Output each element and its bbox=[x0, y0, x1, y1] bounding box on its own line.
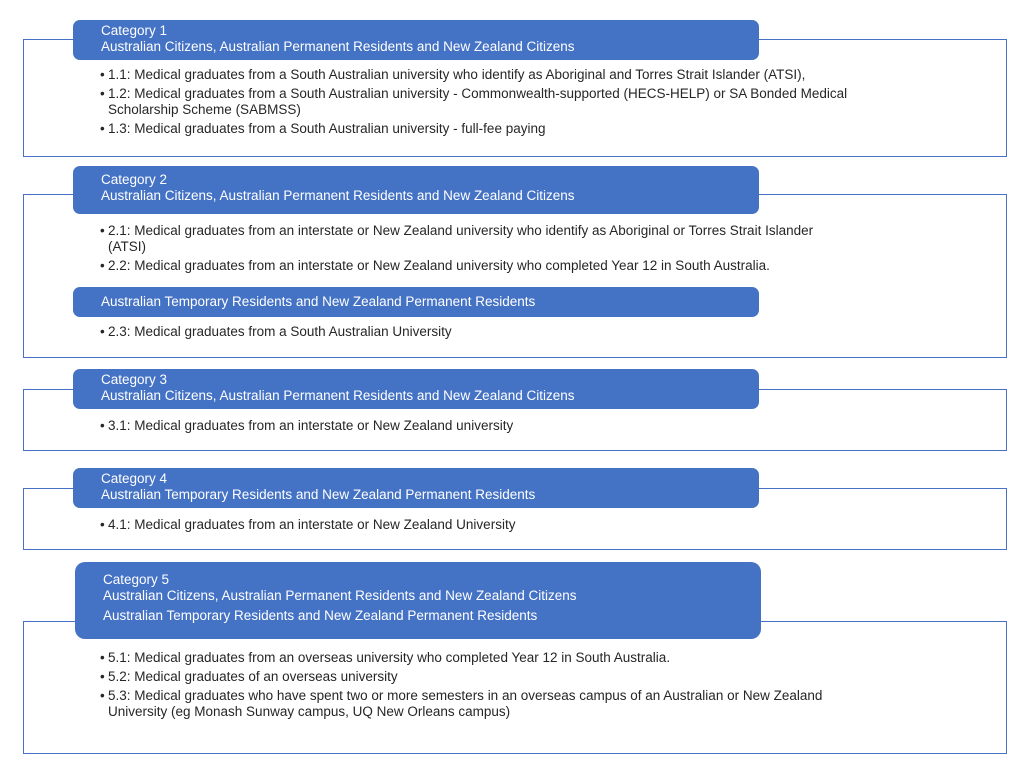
category-2-header bbox=[73, 166, 759, 214]
category-2-subgroup-label: Australian Temporary Residents and New Zealand Permanent Residents bbox=[101, 294, 536, 309]
category-4-title: Category 4 bbox=[101, 471, 168, 486]
category-2-items-group-1 bbox=[100, 223, 980, 277]
list-item-3-1: • 3.1: Medical graduates from an interstate or New Zealand university bbox=[100, 418, 980, 434]
category-5-title: Category 5 bbox=[103, 572, 170, 587]
category-4-items bbox=[100, 517, 980, 536]
list-item-4-1: • 4.1: Medical graduates from an interstate or New Zealand University bbox=[100, 517, 980, 533]
list-item-2-3: • 2.3: Medical graduates from a South Australian University bbox=[100, 324, 980, 340]
list-item-1-2: • 1.2: Medical graduates from a South Australian university - Commonwealth-supported (HECS-HELP) or SA Bonded Medical Scholarship Scheme (SABMSS) bbox=[100, 86, 980, 118]
category-2-items-group-2 bbox=[100, 324, 980, 343]
category-5-group-label-1: Australian Citizens, Australian Permanent Residents and New Zealand Citizens bbox=[103, 588, 577, 603]
category-3-header bbox=[73, 369, 759, 409]
category-4-header bbox=[73, 468, 759, 508]
category-2-title: Category 2 bbox=[101, 172, 168, 187]
list-item-1-1: • 1.1: Medical graduates from a South Australian university who identify as Aboriginal and Torres Strait Islander (ATSI), bbox=[100, 67, 980, 83]
category-1-group-label: Australian Citizens, Australian Permanent Residents and New Zealand Citizens bbox=[101, 39, 575, 54]
list-item-2-2: • 2.2: Medical graduates from an interstate or New Zealand university who completed Year 12 in South Australia. bbox=[100, 258, 980, 274]
list-item-2-1: • 2.1: Medical graduates from an interstate or New Zealand university who identify as Aboriginal or Torres Strait Islander (ATSI) bbox=[100, 223, 980, 255]
category-3-title: Category 3 bbox=[101, 372, 168, 387]
category-1-title: Category 1 bbox=[101, 23, 168, 38]
category-2-group-label: Australian Citizens, Australian Permanent Residents and New Zealand Citizens bbox=[101, 188, 575, 203]
category-5-group-label-2: Australian Temporary Residents and New Zealand Permanent Residents bbox=[103, 608, 538, 623]
category-5-items bbox=[100, 650, 980, 723]
category-2-subheader bbox=[73, 287, 759, 317]
list-item-5-2: • 5.2: Medical graduates of an overseas university bbox=[100, 669, 980, 685]
category-3-group-label: Australian Citizens, Australian Permanent Residents and New Zealand Citizens bbox=[101, 388, 575, 403]
list-item-1-3: • 1.3: Medical graduates from a South Australian university - full-fee paying bbox=[100, 121, 980, 137]
category-1-items bbox=[100, 67, 980, 140]
category-1-header bbox=[73, 20, 759, 60]
list-item-5-3: • 5.3: Medical graduates who have spent two or more semesters in an overseas campus of an Australian or New Zealand University (eg Monash Sunway campus, UQ New Orleans campus) bbox=[100, 688, 980, 720]
list-item-5-1: • 5.1: Medical graduates from an overseas university who completed Year 12 in South Australia. bbox=[100, 650, 980, 666]
category-3-items bbox=[100, 418, 980, 437]
category-5-header bbox=[75, 562, 761, 639]
category-4-group-label: Australian Temporary Residents and New Zealand Permanent Residents bbox=[101, 487, 536, 502]
